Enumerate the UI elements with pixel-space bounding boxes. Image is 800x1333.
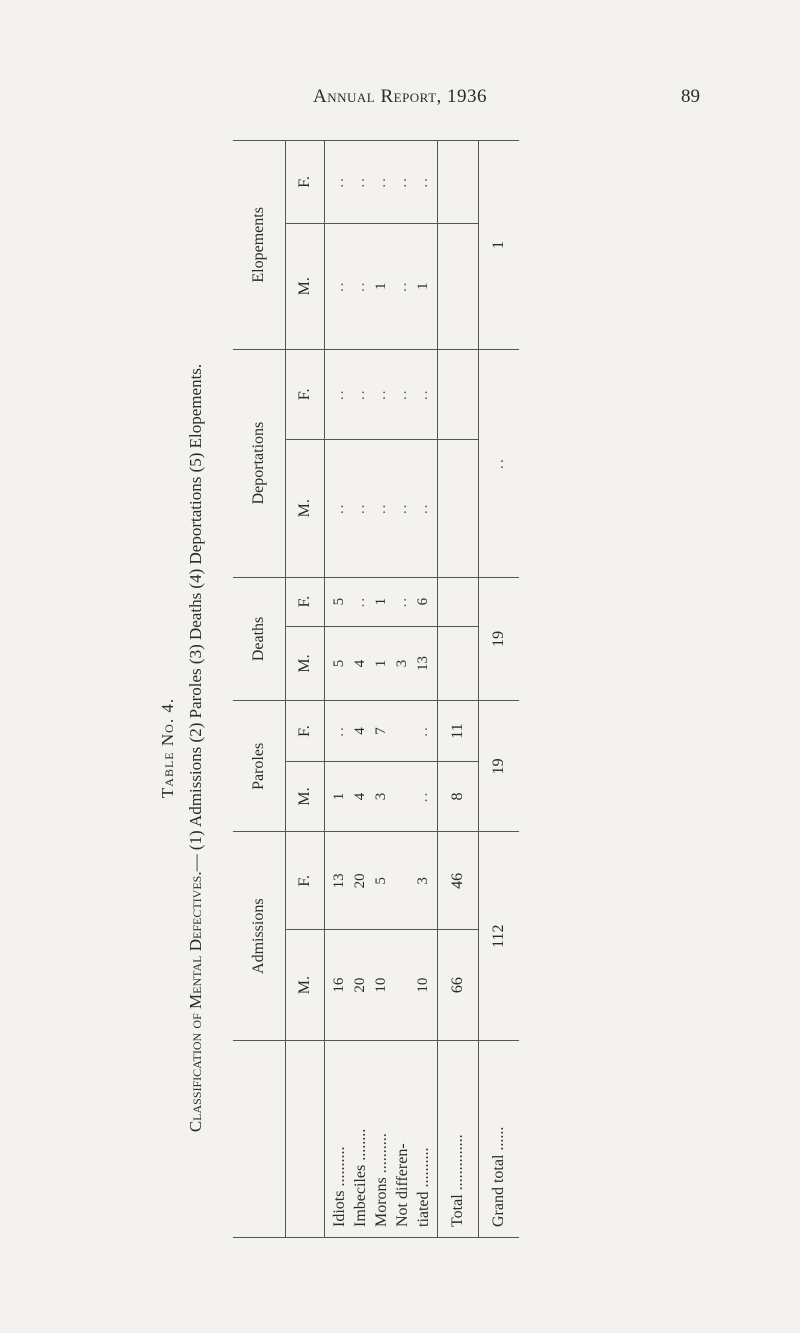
total-dea-m bbox=[438, 626, 479, 701]
cell: .. bbox=[414, 725, 431, 737]
row-label-imbeciles: Imbeciles ........ bbox=[351, 1128, 369, 1227]
cell: .. bbox=[351, 502, 368, 514]
group-paroles: Paroles bbox=[233, 701, 286, 832]
cell: 5 bbox=[330, 597, 347, 606]
cell: 4 bbox=[351, 659, 368, 668]
cell: 1 bbox=[372, 282, 389, 290]
cell: 13 bbox=[414, 655, 431, 671]
cell: .. bbox=[393, 280, 410, 292]
grand-total-elopements: 1 bbox=[479, 141, 520, 350]
group-header-row bbox=[233, 141, 286, 1238]
cell: .. bbox=[351, 388, 368, 401]
deaths-f-values bbox=[325, 577, 438, 626]
cell: 4 bbox=[351, 727, 368, 735]
cell: 6 bbox=[414, 597, 431, 606]
cell: 20 bbox=[351, 977, 368, 993]
cell: 16 bbox=[330, 977, 347, 993]
cell: .. bbox=[414, 790, 431, 803]
paroles-f-values bbox=[325, 701, 438, 761]
row-label-tiated: tiated .......... bbox=[414, 1147, 432, 1227]
cell: 3 bbox=[372, 792, 389, 801]
cell: .. bbox=[414, 176, 431, 188]
sub-f: F. bbox=[286, 701, 325, 761]
sub-f: F. bbox=[286, 832, 325, 930]
grand-total-row bbox=[479, 141, 520, 1238]
cell: 1 bbox=[414, 282, 431, 290]
cell: 4 bbox=[351, 792, 368, 801]
classification-table bbox=[233, 140, 519, 1238]
cell: .. bbox=[330, 388, 347, 401]
total-dep-f bbox=[438, 349, 479, 439]
admissions-m-values bbox=[325, 930, 438, 1041]
grand-total-deportations: .. bbox=[479, 349, 520, 577]
grand-total-admissions: 112 bbox=[479, 832, 520, 1041]
grand-total-paroles: 19 bbox=[479, 701, 520, 832]
cell: 3 bbox=[414, 877, 431, 885]
group-deaths: Deaths bbox=[233, 577, 286, 701]
cell: .. bbox=[393, 595, 410, 608]
total-row bbox=[438, 141, 479, 1238]
cell: 20 bbox=[351, 873, 368, 889]
group-deportations: Deportations bbox=[233, 349, 286, 577]
cell: 7 bbox=[372, 727, 389, 735]
cell: 10 bbox=[372, 977, 389, 993]
elopements-m-values bbox=[325, 223, 438, 349]
table-title-rest: — (1) Admissions (2) Paroles (3) Deaths (4) Deportations (5) Elopements. bbox=[186, 363, 205, 872]
cell: .. bbox=[372, 502, 389, 514]
sub-m: M. bbox=[286, 439, 325, 577]
cell: .. bbox=[393, 176, 410, 188]
cell: 3 bbox=[393, 659, 410, 668]
cell: .. bbox=[330, 280, 347, 292]
total-elo-m bbox=[438, 223, 479, 349]
sub-m: M. bbox=[286, 930, 325, 1041]
corner-cell bbox=[233, 1041, 286, 1238]
total-elo-f bbox=[438, 141, 479, 224]
data-row bbox=[325, 141, 438, 1238]
total-dep-m bbox=[438, 439, 479, 577]
row-label-not-differentiated: Not differen- bbox=[393, 1143, 411, 1227]
cell: .. bbox=[393, 502, 410, 514]
total-par-f: 11 bbox=[438, 701, 479, 761]
cell: .. bbox=[330, 176, 347, 188]
cell: 10 bbox=[414, 977, 431, 993]
cell: .. bbox=[351, 176, 368, 188]
cell: 5 bbox=[372, 877, 389, 885]
total-adm-m: 66 bbox=[438, 930, 479, 1041]
sub-m: M. bbox=[286, 223, 325, 349]
sub-m: M. bbox=[286, 761, 325, 832]
deportations-f-values bbox=[325, 349, 438, 439]
deportations-m-values bbox=[325, 439, 438, 577]
table-title bbox=[186, 163, 206, 1333]
cell: 1 bbox=[372, 659, 389, 668]
cell: .. bbox=[351, 595, 368, 608]
table-caption bbox=[158, 163, 206, 1333]
total-par-m: 8 bbox=[438, 761, 479, 832]
group-admissions: Admissions bbox=[233, 832, 286, 1041]
grand-total-deaths: 19 bbox=[479, 577, 520, 701]
table-title-prefix: Classification of Mental Defectives. bbox=[186, 871, 205, 1133]
cell: .. bbox=[393, 388, 410, 401]
cell: .. bbox=[351, 280, 368, 292]
group-elopements: Elopements bbox=[233, 141, 286, 350]
corner-cell-2 bbox=[286, 1041, 325, 1238]
elopements-f-values bbox=[325, 141, 438, 224]
total-label: Total .............. bbox=[438, 1041, 479, 1238]
cell: .. bbox=[414, 388, 431, 401]
cell: .. bbox=[414, 502, 431, 514]
cell: .. bbox=[372, 176, 389, 188]
sub-header-row bbox=[286, 141, 325, 1238]
deaths-m-values bbox=[325, 626, 438, 701]
table-number: Table No. 4. bbox=[158, 697, 177, 799]
paroles-m-values bbox=[325, 761, 438, 832]
sub-f: F. bbox=[286, 577, 325, 626]
cell: .. bbox=[372, 388, 389, 401]
cell: 1 bbox=[372, 597, 389, 606]
page-number: 89 bbox=[681, 86, 700, 107]
admissions-f-values bbox=[325, 832, 438, 930]
cell: .. bbox=[330, 502, 347, 514]
sub-f: F. bbox=[286, 141, 325, 224]
row-label-idiots: Idiots .......... bbox=[330, 1146, 348, 1227]
cell: 13 bbox=[330, 873, 347, 889]
row-label-morons: Morons .......... bbox=[372, 1133, 390, 1227]
cell: 1 bbox=[330, 792, 347, 801]
sub-m: M. bbox=[286, 626, 325, 701]
cell: .. bbox=[330, 725, 347, 737]
row-labels bbox=[325, 1041, 438, 1238]
running-title: Annual Report, 1936 bbox=[312, 86, 488, 107]
total-dea-f bbox=[438, 577, 479, 626]
sub-f: F. bbox=[286, 349, 325, 439]
grand-total-label: Grand total ...... bbox=[479, 1041, 520, 1238]
total-adm-f: 46 bbox=[438, 832, 479, 930]
cell: 5 bbox=[330, 659, 347, 668]
